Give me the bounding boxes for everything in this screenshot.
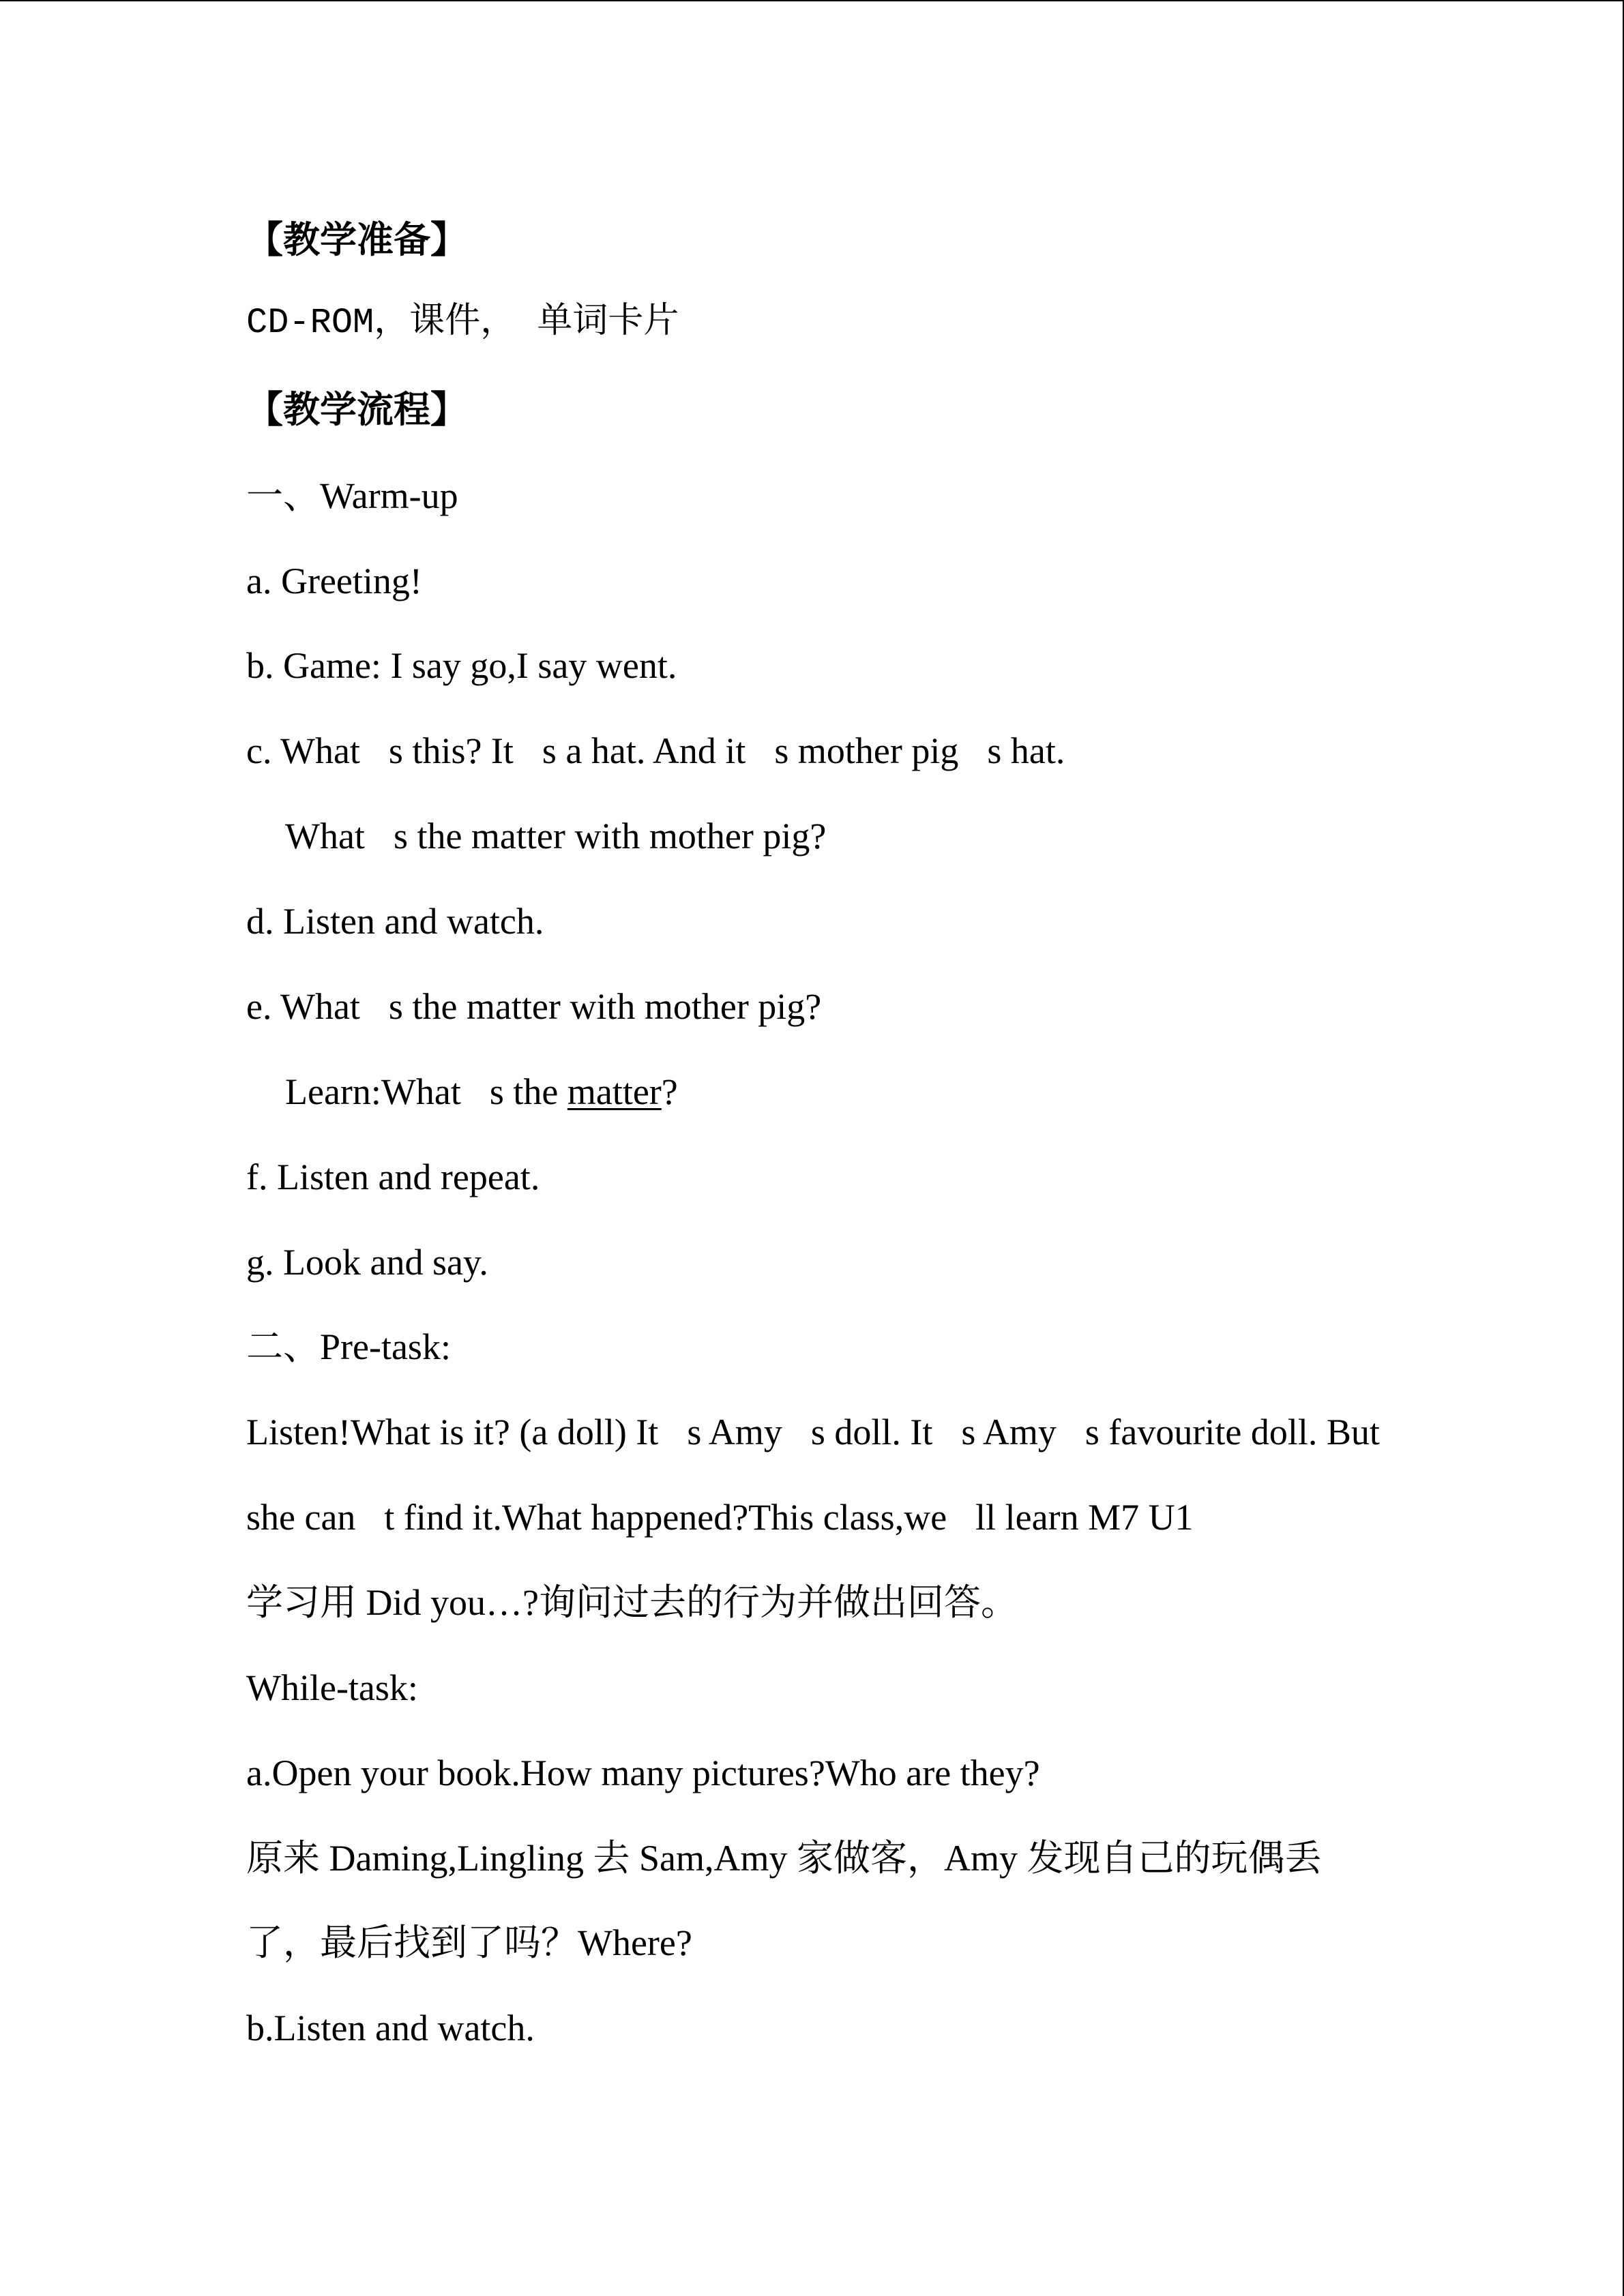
page-top-border — [0, 0, 1624, 1]
learn-suffix: ? — [642, 1071, 659, 1112]
learn-word-matter: matter — [548, 1071, 643, 1112]
warmup-item-c-line2: What s the matter with mother pig? — [285, 816, 807, 856]
prep-heading: 【教学准备】 — [246, 220, 467, 260]
warmup-item-d: d. Listen and watch. — [246, 901, 544, 942]
prep-items: CD-ROM，课件， 单词卡片 — [246, 303, 679, 343]
pretask-paragraph-line3: 学习用 Did you…?询问过去的行为并做出回答。 — [246, 1582, 1018, 1623]
whiletask-title: While-task: — [246, 1667, 418, 1708]
whiletask-item-b: b.Listen and watch. — [246, 2008, 535, 2048]
learn-prefix: Learn:What s the — [285, 1071, 548, 1112]
pretask-title: 二、Pre-task: — [246, 1326, 451, 1367]
pretask-paragraph-line1: Listen!What is it? (a doll) It s Amy s doll. It s Amy s favourite doll. But — [246, 1412, 1302, 1452]
flow-heading: 【教学流程】 — [246, 389, 467, 430]
whiletask-paragraph-line2: 了，最后找到了吗？Where? — [246, 1922, 692, 1963]
warmup-item-b: b. Game: I say go,I say went. — [246, 645, 677, 686]
warmup-item-f: f. Listen and repeat. — [246, 1157, 540, 1197]
warmup-item-g: g. Look and say. — [246, 1242, 488, 1283]
whiletask-paragraph-line1: 原来 Daming,Lingling 去 Sam,Amy 家做客，Amy 发现自己的玩偶丢 — [246, 1838, 1322, 1879]
pretask-paragraph-line2: she can t find it.What happened?This class,we ll learn M7 U1 — [246, 1497, 1155, 1538]
warmup-item-c-line1: c. What s this? It s a hat. And it s mother pig s hat. — [246, 730, 988, 771]
whiletask-item-a: a.Open your book.How many pictures?Who are they? — [246, 1753, 1040, 1793]
warmup-title: 一、Warm-up — [246, 475, 458, 516]
warmup-item-e-line1: e. What s the matter with mother pig? — [246, 986, 802, 1027]
warmup-item-a: a. Greeting! — [246, 561, 422, 601]
warmup-item-e-line2 — [285, 1069, 678, 1114]
